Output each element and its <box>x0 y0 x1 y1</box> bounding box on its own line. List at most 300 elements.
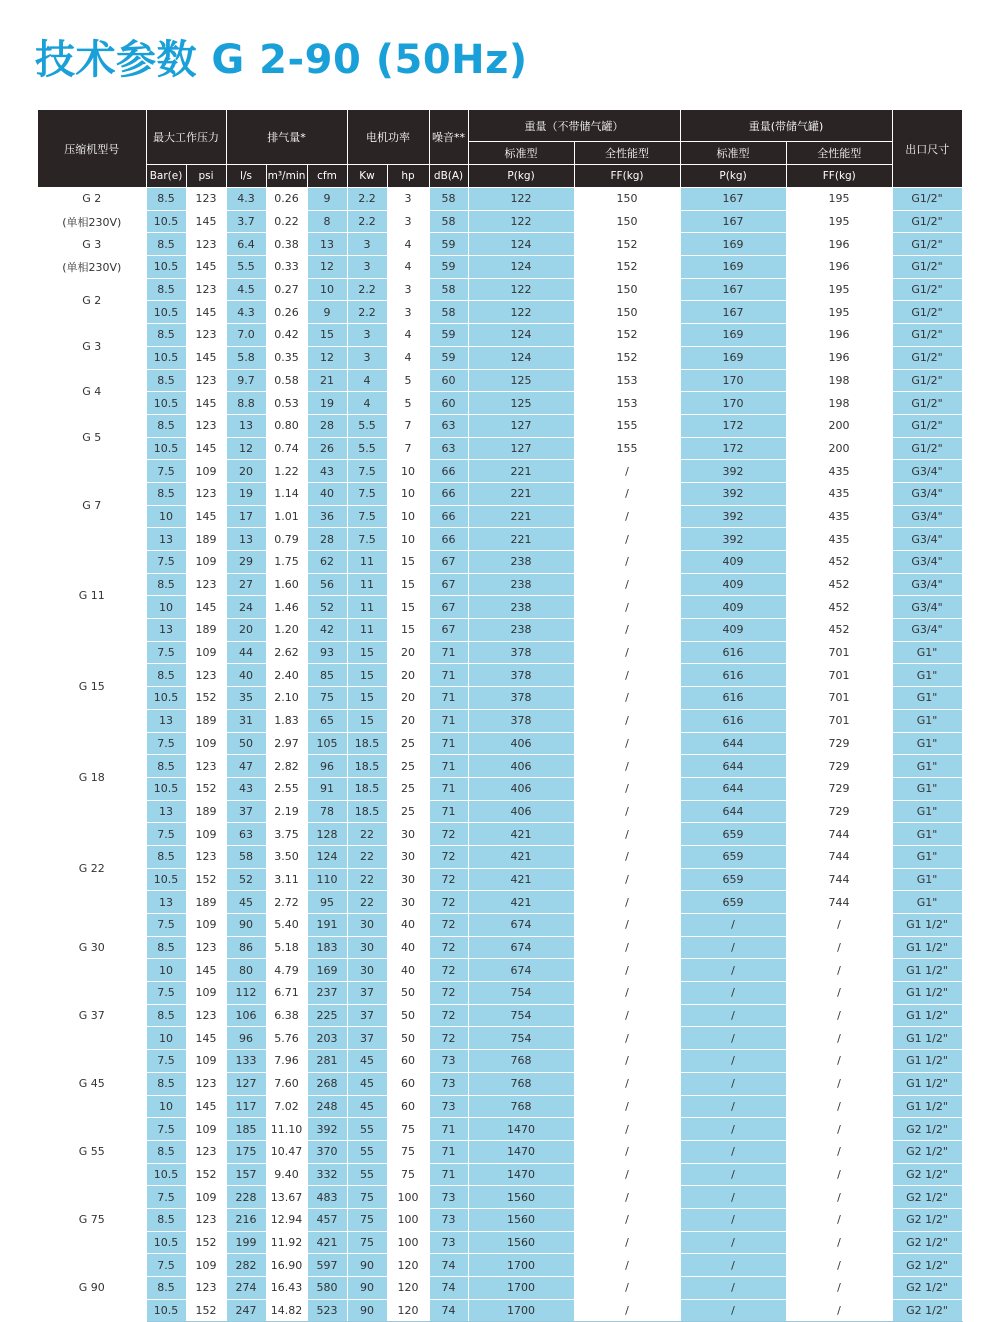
table-cell: 72 <box>429 845 468 868</box>
table-cell: 3 <box>347 233 387 256</box>
table-cell: G2 1/2" <box>892 1208 962 1231</box>
table-cell: 123 <box>186 755 226 778</box>
table-cell: 2.10 <box>266 687 307 710</box>
header-flow: 排气量* <box>226 110 347 165</box>
table-cell: 3 <box>387 210 429 233</box>
table-cell: G2 1/2" <box>892 1186 962 1209</box>
table-cell: / <box>786 914 892 937</box>
table-cell: 15 <box>347 709 387 732</box>
table-cell: 10 <box>307 278 347 301</box>
table-cell: 452 <box>786 619 892 642</box>
table-cell: 150 <box>574 278 680 301</box>
table-cell: 8.5 <box>146 482 186 505</box>
table-cell: 378 <box>468 687 574 710</box>
table-cell: 421 <box>468 891 574 914</box>
table-cell: 62 <box>307 551 347 574</box>
table-cell: / <box>786 1118 892 1141</box>
table-cell: 30 <box>347 959 387 982</box>
table-cell: 14.82 <box>266 1299 307 1322</box>
table-cell: 15 <box>387 619 429 642</box>
table-cell: 8.5 <box>146 1277 186 1300</box>
table-cell: 8.8 <box>226 392 266 415</box>
table-cell: 37 <box>347 982 387 1005</box>
table-cell: 744 <box>786 868 892 891</box>
table-cell: 80 <box>226 959 266 982</box>
table-cell: 172 <box>680 437 786 460</box>
table-cell: / <box>574 709 680 732</box>
table-cell: 659 <box>680 845 786 868</box>
table-cell: / <box>574 823 680 846</box>
table-cell: G2 1/2" <box>892 1254 962 1277</box>
table-cell: 1.20 <box>266 619 307 642</box>
table-cell: 18.5 <box>347 732 387 755</box>
table-cell: 56 <box>307 573 347 596</box>
table-cell: 15 <box>347 687 387 710</box>
table-cell: 8.5 <box>146 664 186 687</box>
header-weight-tank: 重量(带储气罐) <box>680 110 892 142</box>
table-cell: 59 <box>429 324 468 347</box>
table-cell: 2.62 <box>266 641 307 664</box>
unit-header-cell: FF(kg) <box>786 165 892 188</box>
table-cell: 189 <box>186 528 226 551</box>
table-cell: 11 <box>347 551 387 574</box>
table-cell: 105 <box>307 732 347 755</box>
table-cell: G2 1/2" <box>892 1277 962 1300</box>
table-cell: 452 <box>786 551 892 574</box>
table-cell: / <box>574 573 680 596</box>
table-cell: G2 1/2" <box>892 1231 962 1254</box>
table-cell: 152 <box>574 346 680 369</box>
table-row <box>38 868 962 891</box>
table-cell: 145 <box>186 346 226 369</box>
table-cell: 127 <box>468 414 574 437</box>
table-cell: 123 <box>186 188 226 211</box>
table-cell: 5.5 <box>347 437 387 460</box>
table-cell: 11.92 <box>266 1231 307 1254</box>
table-cell: 55 <box>347 1163 387 1186</box>
table-cell: 43 <box>307 460 347 483</box>
model-cell: G 45 <box>38 1050 146 1118</box>
table-cell: 86 <box>226 936 266 959</box>
table-cell: / <box>574 1163 680 1186</box>
table-cell: G1" <box>892 777 962 800</box>
table-cell: 1.83 <box>266 709 307 732</box>
table-cell: 123 <box>186 845 226 868</box>
table-cell: 40 <box>387 936 429 959</box>
model-cell: G 37 <box>38 982 146 1050</box>
table-row <box>38 800 962 823</box>
table-cell: 109 <box>186 914 226 937</box>
table-cell: 66 <box>429 505 468 528</box>
table-row <box>38 551 962 574</box>
table-cell: 10 <box>146 505 186 528</box>
spec-table <box>38 110 963 1322</box>
table-cell: 196 <box>786 256 892 279</box>
table-cell: 1.75 <box>266 551 307 574</box>
table-row <box>38 1140 962 1163</box>
header-standard: 标准型 <box>468 142 574 165</box>
table-cell: 40 <box>226 664 266 687</box>
table-cell: 20 <box>387 664 429 687</box>
table-cell: / <box>574 1208 680 1231</box>
table-cell: 7.5 <box>146 1050 186 1073</box>
table-cell: / <box>574 1140 680 1163</box>
table-cell: 124 <box>468 233 574 256</box>
table-cell: 63 <box>429 414 468 437</box>
table-cell: 3.50 <box>266 845 307 868</box>
table-cell: 50 <box>387 1004 429 1027</box>
table-cell: / <box>574 482 680 505</box>
table-cell: 11 <box>347 573 387 596</box>
table-cell: 7 <box>387 437 429 460</box>
table-cell: G1 1/2" <box>892 982 962 1005</box>
table-cell: 6.38 <box>266 1004 307 1027</box>
table-cell: 0.33 <box>266 256 307 279</box>
table-cell: 616 <box>680 687 786 710</box>
table-cell: 392 <box>680 528 786 551</box>
table-cell: 67 <box>429 551 468 574</box>
table-cell: 123 <box>186 369 226 392</box>
table-cell: / <box>574 619 680 642</box>
table-cell: 8.5 <box>146 845 186 868</box>
model-cell: G 2 <box>38 188 146 211</box>
table-cell: 729 <box>786 777 892 800</box>
table-cell: 13 <box>146 619 186 642</box>
table-cell: 40 <box>387 959 429 982</box>
table-cell: / <box>680 1277 786 1300</box>
table-cell: G1" <box>892 755 962 778</box>
unit-header-cell: FF(kg) <box>574 165 680 188</box>
table-row <box>38 914 962 937</box>
table-cell: / <box>574 664 680 687</box>
table-row <box>38 369 962 392</box>
table-cell: 7.5 <box>146 1254 186 1277</box>
table-cell: 45 <box>347 1095 387 1118</box>
table-cell: / <box>680 1118 786 1141</box>
table-cell: 74 <box>429 1254 468 1277</box>
table-cell: 3 <box>387 188 429 211</box>
table-cell: 4 <box>387 233 429 256</box>
table-cell: 124 <box>468 256 574 279</box>
model-cell: G 15 <box>38 641 146 732</box>
table-cell: 3 <box>347 256 387 279</box>
table-cell: / <box>574 1277 680 1300</box>
table-cell: 435 <box>786 528 892 551</box>
table-cell: / <box>786 959 892 982</box>
table-cell: G3/4" <box>892 573 962 596</box>
table-cell: 10.5 <box>146 777 186 800</box>
table-cell: 13 <box>146 528 186 551</box>
table-cell: G1/2" <box>892 278 962 301</box>
table-cell: 90 <box>347 1299 387 1322</box>
table-cell: / <box>680 1050 786 1073</box>
table-cell: 71 <box>429 1118 468 1141</box>
table-cell: 1700 <box>468 1254 574 1277</box>
table-cell: 4 <box>387 346 429 369</box>
table-cell: 125 <box>468 392 574 415</box>
table-cell: 19 <box>226 482 266 505</box>
table-cell: 221 <box>468 505 574 528</box>
table-cell: 0.38 <box>266 233 307 256</box>
model-cell: G 7 <box>38 460 146 551</box>
table-cell: G1 1/2" <box>892 1095 962 1118</box>
table-cell: / <box>786 1004 892 1027</box>
table-cell: 6.4 <box>226 233 266 256</box>
table-cell: 0.26 <box>266 301 307 324</box>
table-cell: / <box>574 1027 680 1050</box>
table-cell: G1/2" <box>892 256 962 279</box>
table-cell: 145 <box>186 505 226 528</box>
table-cell: G2 1/2" <box>892 1140 962 1163</box>
table-cell: / <box>574 914 680 937</box>
table-cell: 100 <box>387 1231 429 1254</box>
table-cell: G1" <box>892 845 962 868</box>
table-cell: 25 <box>387 755 429 778</box>
table-cell: 167 <box>680 188 786 211</box>
table-cell: G1" <box>892 868 962 891</box>
table-cell: 17 <box>226 505 266 528</box>
table-row <box>38 1299 962 1322</box>
table-cell: 238 <box>468 573 574 596</box>
table-cell: 124 <box>307 845 347 868</box>
table-cell: 72 <box>429 823 468 846</box>
table-cell: 120 <box>387 1254 429 1277</box>
table-cell: 7.60 <box>266 1072 307 1095</box>
table-row <box>38 573 962 596</box>
table-cell: 30 <box>387 845 429 868</box>
table-cell: 8.5 <box>146 1208 186 1231</box>
table-cell: 167 <box>680 278 786 301</box>
table-cell: 67 <box>429 573 468 596</box>
table-cell: / <box>786 936 892 959</box>
table-cell: 4 <box>347 369 387 392</box>
table-cell: 406 <box>468 732 574 755</box>
table-cell: / <box>574 959 680 982</box>
table-cell: 5 <box>387 392 429 415</box>
table-cell: / <box>680 1072 786 1095</box>
table-cell: 452 <box>786 596 892 619</box>
table-row <box>38 777 962 800</box>
table-cell: G1/2" <box>892 369 962 392</box>
table-cell: 40 <box>387 914 429 937</box>
table-cell: / <box>680 1254 786 1277</box>
table-cell: 7.5 <box>347 505 387 528</box>
table-cell: 71 <box>429 709 468 732</box>
table-cell: 91 <box>307 777 347 800</box>
table-cell: G1/2" <box>892 301 962 324</box>
table-cell: 435 <box>786 460 892 483</box>
table-cell: 409 <box>680 573 786 596</box>
table-cell: G2 1/2" <box>892 1118 962 1141</box>
table-cell: / <box>574 800 680 823</box>
table-cell: 10 <box>387 505 429 528</box>
unit-header-cell: P(kg) <box>468 165 574 188</box>
table-cell: G1 1/2" <box>892 1072 962 1095</box>
model-cell: G 18 <box>38 732 146 823</box>
table-cell: 183 <box>307 936 347 959</box>
table-cell: 59 <box>429 256 468 279</box>
table-cell: 195 <box>786 278 892 301</box>
table-cell: 90 <box>347 1277 387 1300</box>
table-cell: 30 <box>387 868 429 891</box>
table-row <box>38 1118 962 1141</box>
table-cell: 1560 <box>468 1208 574 1231</box>
table-row <box>38 1186 962 1209</box>
table-cell: 768 <box>468 1095 574 1118</box>
table-cell: 123 <box>186 233 226 256</box>
table-cell: 0.42 <box>266 324 307 347</box>
table-cell: 71 <box>429 1163 468 1186</box>
table-cell: 59 <box>429 233 468 256</box>
model-cell: (单相230V) <box>38 256 146 279</box>
table-cell: 225 <box>307 1004 347 1027</box>
table-cell: / <box>574 596 680 619</box>
table-cell: 73 <box>429 1095 468 1118</box>
table-cell: 44 <box>226 641 266 664</box>
table-cell: 1470 <box>468 1118 574 1141</box>
model-cell: G 22 <box>38 823 146 914</box>
table-cell: 5.5 <box>226 256 266 279</box>
table-row <box>38 936 962 959</box>
table-cell: G2 1/2" <box>892 1299 962 1322</box>
table-cell: / <box>574 460 680 483</box>
table-cell: 8.5 <box>146 1004 186 1027</box>
table-cell: G1/2" <box>892 437 962 460</box>
table-cell: 221 <box>468 482 574 505</box>
table-cell: G3/4" <box>892 505 962 528</box>
table-cell: 150 <box>574 210 680 233</box>
table-cell: 122 <box>468 188 574 211</box>
table-cell: 0.22 <box>266 210 307 233</box>
table-cell: 238 <box>468 596 574 619</box>
table-cell: 10 <box>387 528 429 551</box>
table-cell: 2.2 <box>347 278 387 301</box>
table-cell: 452 <box>786 573 892 596</box>
table-row <box>38 891 962 914</box>
table-cell: 406 <box>468 755 574 778</box>
table-cell: 2.55 <box>266 777 307 800</box>
table-cell: 744 <box>786 823 892 846</box>
table-cell: 1.14 <box>266 482 307 505</box>
table-cell: 392 <box>680 482 786 505</box>
table-cell: 100 <box>387 1208 429 1231</box>
table-cell: 124 <box>468 346 574 369</box>
table-cell: 237 <box>307 982 347 1005</box>
table-cell: / <box>680 1140 786 1163</box>
table-row <box>38 596 962 619</box>
table-row <box>38 845 962 868</box>
table-cell: 8.5 <box>146 755 186 778</box>
table-cell: 125 <box>468 369 574 392</box>
table-cell: 73 <box>429 1208 468 1231</box>
table-cell: 701 <box>786 641 892 664</box>
table-cell: 75 <box>307 687 347 710</box>
header-model: 压缩机型号 <box>38 110 146 188</box>
table-cell: 72 <box>429 936 468 959</box>
table-cell: 5.76 <box>266 1027 307 1050</box>
table-cell: / <box>786 1299 892 1322</box>
table-cell: 189 <box>186 800 226 823</box>
table-cell: 109 <box>186 460 226 483</box>
table-cell: 109 <box>186 1050 226 1073</box>
table-cell: 60 <box>387 1072 429 1095</box>
table-cell: 13 <box>307 233 347 256</box>
model-cell: G 30 <box>38 914 146 982</box>
table-cell: 60 <box>387 1050 429 1073</box>
table-cell: 37 <box>226 800 266 823</box>
table-cell: 127 <box>226 1072 266 1095</box>
table-cell: 8.5 <box>146 414 186 437</box>
table-cell: 3.75 <box>266 823 307 846</box>
table-cell: 195 <box>786 210 892 233</box>
table-cell: 169 <box>680 256 786 279</box>
table-cell: 674 <box>468 914 574 937</box>
table-cell: 701 <box>786 687 892 710</box>
table-cell: 729 <box>786 755 892 778</box>
table-cell: 10.5 <box>146 256 186 279</box>
table-cell: 7.5 <box>146 1118 186 1141</box>
table-cell: 109 <box>186 641 226 664</box>
table-cell: 25 <box>387 777 429 800</box>
table-cell: 74 <box>429 1299 468 1322</box>
table-cell: 0.27 <box>266 278 307 301</box>
table-cell: / <box>574 777 680 800</box>
table-cell: 10.5 <box>146 687 186 710</box>
table-cell: 16.90 <box>266 1254 307 1277</box>
table-row <box>38 210 962 233</box>
header-pressure: 最大工作压力 <box>146 110 226 165</box>
table-cell: 523 <box>307 1299 347 1322</box>
table-cell: 50 <box>226 732 266 755</box>
table-cell: 3 <box>387 301 429 324</box>
table-row <box>38 619 962 642</box>
table-cell: 1.22 <box>266 460 307 483</box>
table-cell: 200 <box>786 437 892 460</box>
table-cell: 123 <box>186 278 226 301</box>
table-cell: 71 <box>429 664 468 687</box>
table-cell: 72 <box>429 1004 468 1027</box>
table-row <box>38 324 962 347</box>
table-cell: G1 1/2" <box>892 1027 962 1050</box>
model-cell: G 55 <box>38 1118 146 1186</box>
table-cell: 2.72 <box>266 891 307 914</box>
table-cell: 597 <box>307 1254 347 1277</box>
table-cell: G1" <box>892 687 962 710</box>
table-cell: 195 <box>786 188 892 211</box>
model-cell: G 75 <box>38 1186 146 1254</box>
table-cell: 10 <box>146 596 186 619</box>
table-cell: 152 <box>574 233 680 256</box>
table-cell: G1" <box>892 891 962 914</box>
table-cell: 71 <box>429 687 468 710</box>
table-cell: 145 <box>186 1095 226 1118</box>
model-cell: G 3 <box>38 324 146 369</box>
table-cell: G1" <box>892 709 962 732</box>
table-cell: 7.0 <box>226 324 266 347</box>
table-cell: 248 <box>307 1095 347 1118</box>
table-cell: G1" <box>892 664 962 687</box>
table-cell: 2.40 <box>266 664 307 687</box>
table-cell: 152 <box>186 868 226 891</box>
table-cell: 55 <box>347 1140 387 1163</box>
table-cell: 22 <box>347 868 387 891</box>
table-cell: 8.5 <box>146 573 186 596</box>
table-cell: 406 <box>468 777 574 800</box>
table-cell: 112 <box>226 982 266 1005</box>
table-cell: 153 <box>574 392 680 415</box>
table-cell: 406 <box>468 800 574 823</box>
table-cell: 221 <box>468 460 574 483</box>
